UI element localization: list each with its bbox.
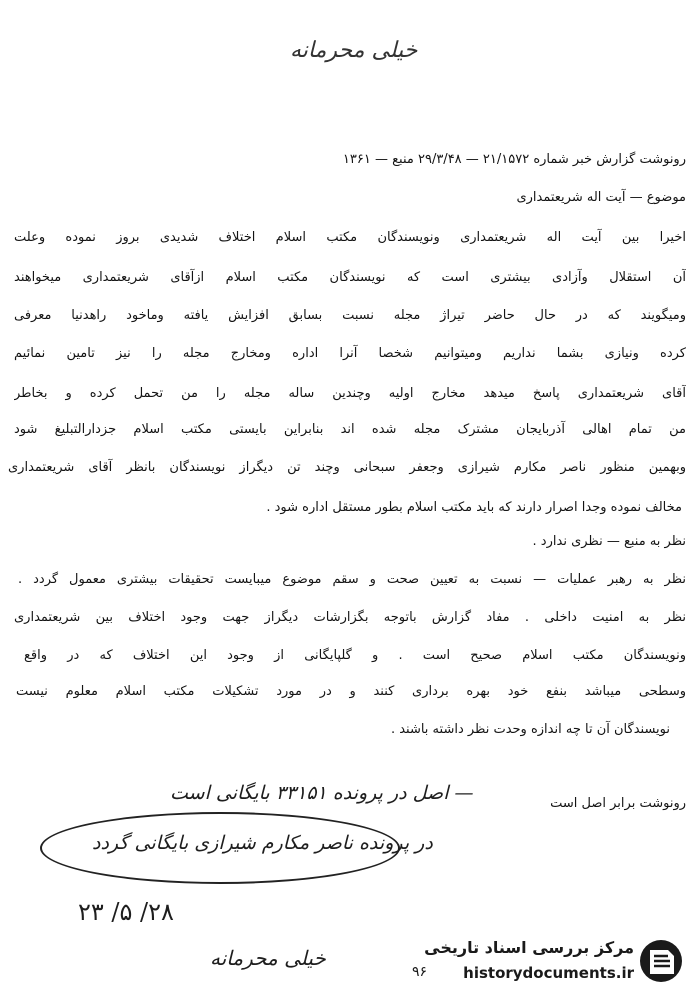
body-line: آن استقلال وآزادی بیشتری است که نویسندگان مکتب اسلام ازآقای شریعتمداری میخواهند	[14, 270, 686, 285]
handwritten-top-note: خیلی محرمانه	[290, 38, 418, 63]
opinion-operations: نظر به رهبر عملیات — نسبت به تعیین صحت و سقم موضوع میبایست تحقیقات بیشتری معمول گردد .	[18, 572, 686, 587]
opinion-line: نویسندگان آن تا چه اندازه وحدت نظر داشته باشند .	[390, 722, 670, 737]
body-line: کرده ونیازی بشما نداریم ومیتوانیم شخصا آنرا اداره ومخارج مجله را نیز تامین نمائیم	[14, 346, 686, 361]
subject-line: موضوع — آیت اله شریعتمداری	[516, 190, 686, 205]
opinion-source: نظر به منبع — نظری ندارد .	[532, 534, 686, 549]
body-line: آقای شریعتمداری پاسخ میدهد مخارج اولیه وچندین ساله مجله را من تحمل کرده و بخاطر	[14, 386, 686, 401]
opinion-line: وسطحی میباشد بنفع خود بهره برداری کنند و در مورد تشکیلات مکتب اسلام معلوم نیست	[16, 684, 686, 699]
watermark-title: مرکز بررسی اسناد تاریخی	[424, 938, 634, 957]
opinion-internal-security: نظر به امنیت داخلی . مفاد گزارش باتوجه بگزارشات دیگراز جهت وجود اختلاف بین شریعتمداری	[14, 610, 686, 625]
body-line: اخیرا بین آیت اله شریعتمداری ونویسندگان مکتب اسلام اختلاف شدیدی بروز نموده وعلت	[14, 230, 686, 245]
body-line: وبهمین منظور ناصر مکارم شیرازی وجعفر سبحانی وچند تن دیگراز نویسندگان بانظر آقای شریعتمداری	[8, 460, 686, 475]
opinion-line: ونویسندگان مکتب اسلام صحیح است . و گلپایگانی از وجود این اختلاف که در واقع	[24, 648, 686, 663]
copy-handwriting: — اصل در پرونده ۳۳۱۵۱ بایگانی است	[170, 782, 474, 804]
stamp-handwriting: در پرونده ناصر مکارم شیرازی بایگانی گردد	[92, 832, 433, 854]
handwritten-date: ۲۸/ ۵/ ۲۳	[78, 898, 174, 926]
body-line: ومیگویند که در حال حاضر تیراژ مجله نسبت بسابق افزایش یافته وماخود راهدنیا معرفی	[14, 308, 686, 323]
handwritten-bottom-note: خیلی محرمانه	[210, 946, 326, 970]
watermark-url: historydocuments.ir	[463, 964, 634, 982]
body-line: مخالف نموده وجدا اصرار دارند که باید مکتب اسلام بطور مستقل اداره شود .	[266, 500, 682, 515]
copy-label: رونوشت برابر اصل است	[550, 796, 686, 811]
watermark	[412, 932, 690, 990]
archive-logo-icon	[638, 936, 684, 986]
watermark-partial-number: ۹۶	[412, 964, 428, 980]
body-line: من تمام اهالی آذربایجان مشترک مجله شده اند بنابراین بایستی مکتب اسلام جزدارالتبلیغ شود	[14, 422, 686, 437]
report-header-line: رونوشت گزارش خبر شماره ۲۱/۱۵۷۲ — ۲۹/۳/۴۸ منبع — ۱۳۶۱	[342, 152, 686, 167]
